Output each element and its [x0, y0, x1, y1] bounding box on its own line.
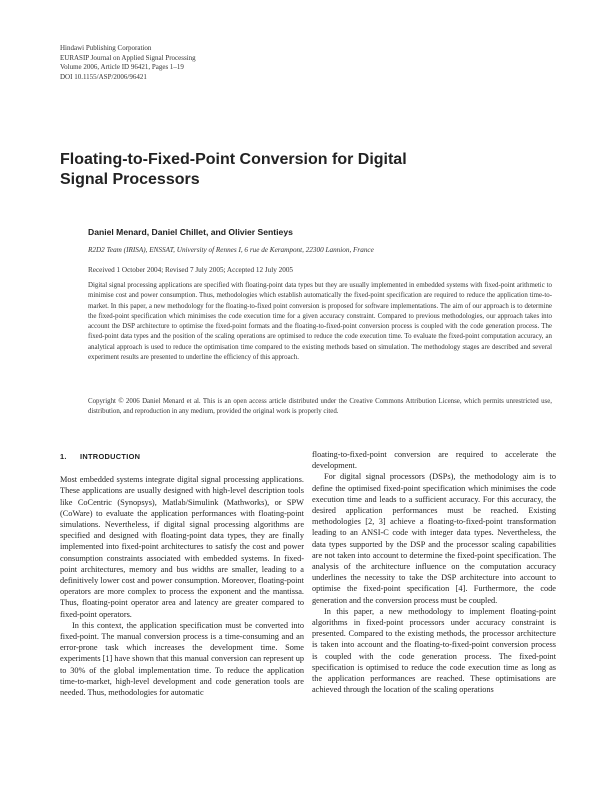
publisher-line: Hindawi Publishing Corporation [60, 44, 152, 52]
title-line-2: Signal Processors [60, 171, 200, 188]
title-line-1: Floating-to-Fixed-Point Conversion for Digital [60, 151, 407, 168]
affiliation: R2D2 Team (IRISA), ENSSAT, University of Rennes I, 6 rue de Kerampont, 22300 Lannion, France [88, 246, 374, 254]
journal-header [60, 44, 196, 82]
abstract: Digital signal processing applications are specified with floating-point data types but they are usually implemented in embedded systems with fixed-point arithmetic to minimise cost and power consumption. Thus, methodologies which establish automatically the fixed-point specification are required to reduce the application time-to-market. In this paper, a new methodology for the floating-to-fixed point conversion is proposed for software implementations. The aim of our approach is to determine the fixed-point specification which minimises the code execution time for a given accuracy constraint. Compared to previous methodologies, our approach takes into account the DSP architecture to optimise the fixed-point formats and the floating-to-fixed-point conversion process is coupled with the code generation process. The fixed-point data types and the position of the scaling operations are optimised to reduce the code execution time. To evaluate the fixed-point computation accuracy, an analytical approach is used to reduce the optimisation time compared to the existing methods based on simulation. The methodology stages are described and several experiment results are presented to underline the efficiency of this approach. [88, 282, 552, 362]
paragraph: In this paper, a new methodology to implement floating-point algorithms in fixed-point processors under accuracy constraint is presented. Compared to the existing methods, the processor architecture is taken into account and the floating-to-fixed-point conversion process is coupled with the code generation process. The fixed-point specification is optimised to reduce the code execution time as long as the application performances are reached. These optimisations are achieved through the location of the scaling operations [312, 606, 556, 695]
section-number: 1. [60, 452, 67, 461]
journal-line: EURASIP Journal on Applied Signal Processing [60, 53, 196, 62]
right-column [312, 449, 556, 695]
section-title: INTRODUCTION [80, 452, 141, 461]
paragraph: floating-to-fixed-point conversion are required to accelerate the development. [312, 450, 556, 471]
left-column [60, 449, 304, 698]
author-list: Daniel Menard, Daniel Chillet, and Olivier Sentieys [88, 227, 293, 237]
paragraph: Most embedded systems integrate digital signal processing applications. These applications are usually designed with high-level description tools like CoCentric (Synopsys), Matlab/Simulink (Mathworks), or SPW (CoWare) to evaluate the application performances with floating-point simulations. Nevertheless, if digital signal processing algorithms are specified and designed with floating-point data types, they are finally implemented into fixed-point architectures to satisfy the cost and power consumption constraints associated with embedded systems. In fixed-point architectures, memory and bus widths are smaller, leading to a definitively lower cost and power consumption. Moreover, floating-point operators are more complex to process the exponent and the mantissa. Thus, floating-point operator area and latency are greater compared to fixed-point operators. [60, 475, 304, 619]
paper-title [60, 150, 530, 190]
volume-line: Volume 2006, Article ID 96421, Pages 1–19 [60, 63, 184, 71]
paragraph: In this context, the application specification must be converted into fixed-point. The manual conversion process is a time-consuming and an error-prone task which increases the development time. Some experiments [1] have shown that this manual conversion can represent up to 30% of the global implementation time. To reduce the application time-to-market, high-level development and code generation tools are needed. Thus, methodologies for automatic [60, 620, 304, 698]
copyright-notice: Copyright © 2006 Daniel Menard et al. This is an open access article distributed under the Creative Commons Attribution License, which permits unrestricted use, distribution, and reproduction in any medium, provided the original work is properly cited. [88, 398, 552, 416]
submission-dates: Received 1 October 2004; Revised 7 July 2005; Accepted 12 July 2005 [88, 266, 294, 274]
section-heading [60, 451, 304, 462]
paragraph: For digital signal processors (DSPs), the methodology aim is to define the optimised fixed-point specification which minimises the code execution time and leads to a sufficient accuracy. For this accuracy, the desired application performances must be reached. Existing methodologies [2, 3] achieve a floating-to-fixed-point transformation leading to an ANSI-C code with integer data types. Nevertheless, the data types supported by the DSP and the processor scaling capabilities are not taken into account to determine the fixed-point specification. The analysis of the architecture influence on the computation accuracy underlines the necessity to take the DSP architecture into account to optimise the fixed-point specification [4]. Furthermore, the code generation and the conversion process must be coupled. [312, 472, 556, 605]
doi-line: DOI 10.1155/ASP/2006/96421 [60, 72, 147, 81]
